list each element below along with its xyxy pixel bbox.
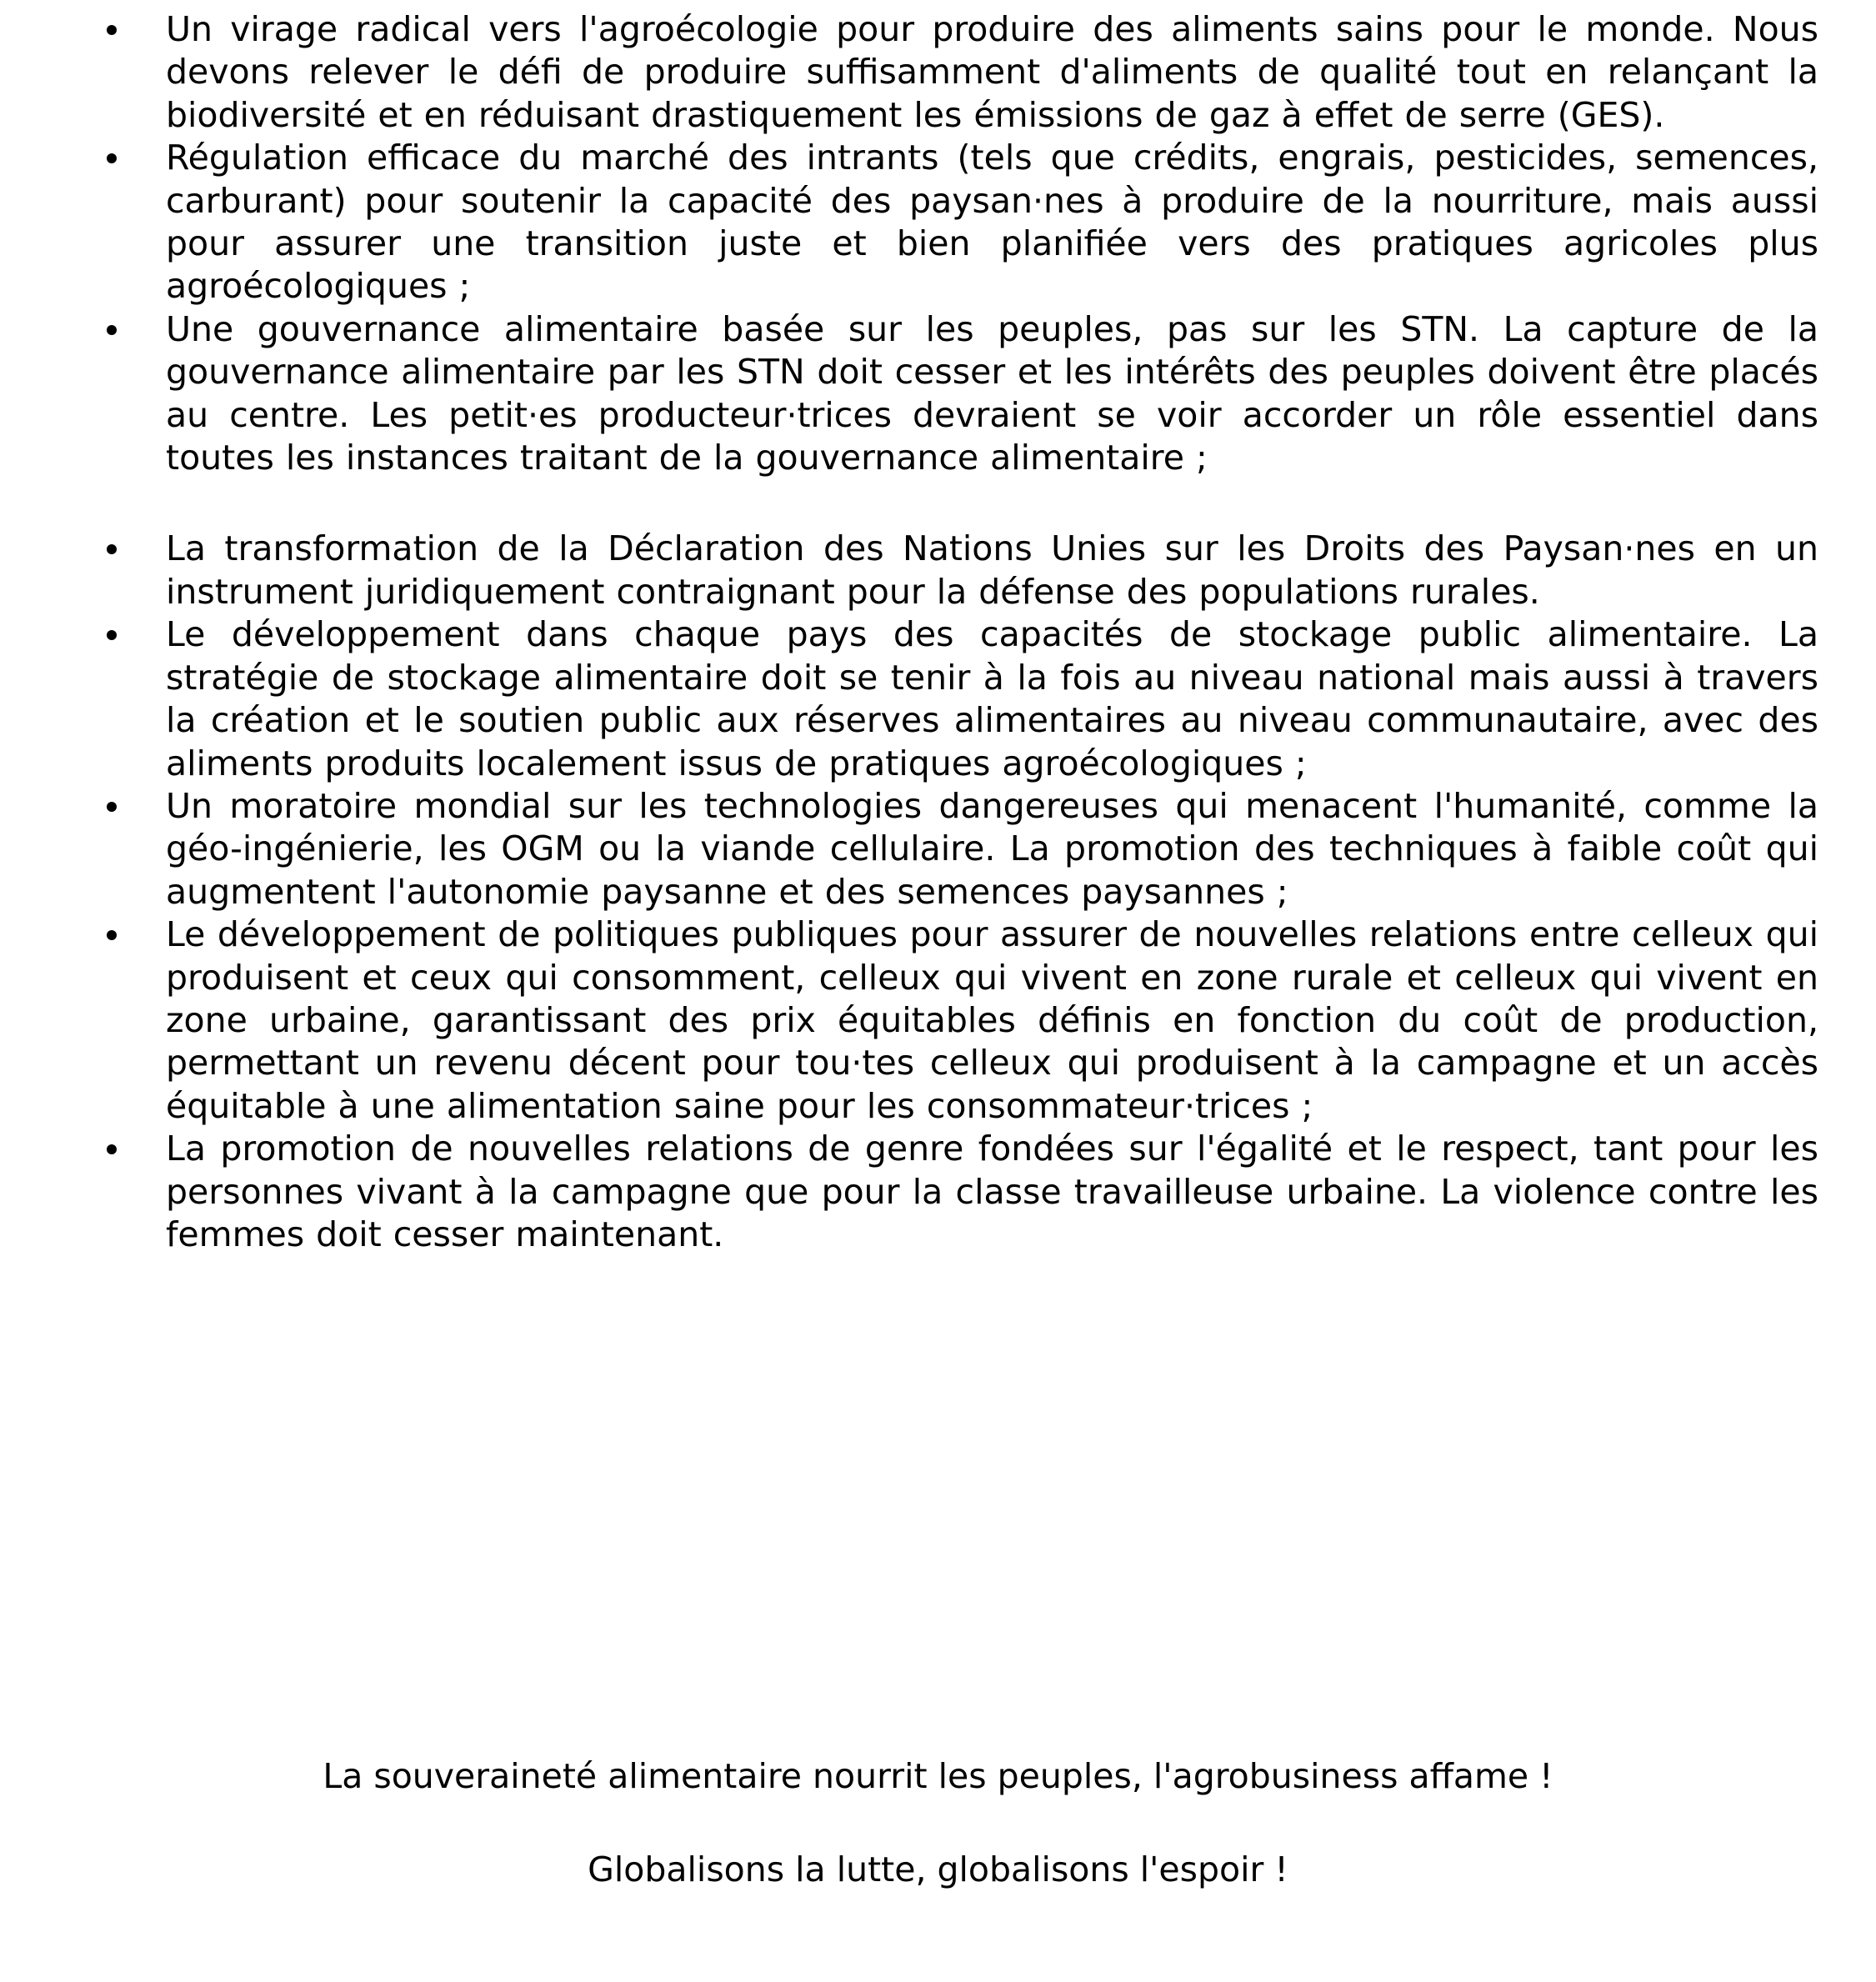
bullet-icon	[107, 544, 117, 554]
bullet-icon	[107, 25, 117, 35]
list-item	[0, 308, 1818, 480]
bullet-icon	[107, 153, 117, 163]
list-item	[0, 137, 1818, 308]
list-item-text: Un moratoire mondial sur les technologies dangereuses qui menacent l'humanité, comme la géo-ingénierie, les OGM ou la viande cellulaire. La promotion des techniques à faible coût qui augmentent l'autonomie paysanne et des semences paysannes ;	[166, 785, 1818, 912]
closing-motto: Globalisons la lutte, globalisons l'espoir !	[588, 1849, 1288, 1889]
list-item	[0, 528, 1818, 613]
bullet-icon	[107, 325, 117, 335]
list-item-text: Le développement de politiques publiques pour assurer de nouvelles relations entre celleux qui produisent et ceux qui consomment, celleux qui vivent en zone rurale et celleux qui vivent en zone urbaine, garantissant des prix équitables définis en fonction du coût de production, permettant un revenu décent pour tou·tes celleux qui produisent à la campagne et un accès équitable à une alimentation saine pour les consommateur·trices ;	[166, 914, 1818, 1126]
list-item-text: Régulation efficace du marché des intrants (tels que crédits, engrais, pesticides, semences, carburant) pour soutenir la capacité des paysan·nes à produire de la nourriture, mais aussi pour assurer une transition juste et bien planifiée vers des pratiques agricoles plus agroécologiques ;	[166, 138, 1818, 307]
list-item-text: La transformation de la Déclaration des Nations Unies sur les Droits des Paysan·nes en un instrument juridiquement contraignant pour la défense des populations rurales.	[166, 528, 1818, 612]
list-item	[0, 613, 1818, 785]
list-item-text: La promotion de nouvelles relations de genre fondées sur l'égalité et le respect, tant pour les personnes vivant à la campagne que pour la classe travailleuse urbaine. La violence contre les femmes doit cesser maintenant.	[166, 1129, 1818, 1254]
list-item-text: Une gouvernance alimentaire basée sur les peuples, pas sur les STN. La capture de la gouvernance alimentaire par les STN doit cesser et les intérêts des peuples doivent être placés au centre. Les petit·es producteur·trices devraient se voir accorder un rôle essentiel dans toutes les instances traitant de la gouvernance alimentaire ;	[166, 308, 1818, 478]
list-item-text: Le développement dans chaque pays des capacités de stockage public alimentaire. La stratégie de stockage alimentaire doit se tenir à la fois au niveau national mais aussi à travers la création et le soutien public aux réserves alimentaires au niveau communautaire, avec des aliments produits localement issus de pratiques agroécologiques ;	[166, 614, 1818, 783]
bullet-icon	[107, 802, 117, 812]
bullet-icon	[107, 1144, 117, 1154]
bullet-icon	[107, 930, 117, 940]
list-item	[0, 1128, 1818, 1256]
demands-list	[0, 8, 1876, 1256]
closing-slogan: La souveraineté alimentaire nourrit les peuples, l'agrobusiness affame !	[323, 1756, 1553, 1796]
bullet-icon	[107, 630, 117, 640]
list-item	[0, 8, 1818, 137]
list-item-text: Un virage radical vers l'agroécologie pour produire des aliments sains pour le monde. Nous devons relever le défi de produire suffisamment d'aliments de qualité tout en relançant la biodiversité et en réduisant drastiquement les émissions de gaz à effet de serre (GES).	[166, 9, 1818, 135]
list-item	[0, 785, 1818, 913]
list-item	[0, 913, 1818, 1128]
